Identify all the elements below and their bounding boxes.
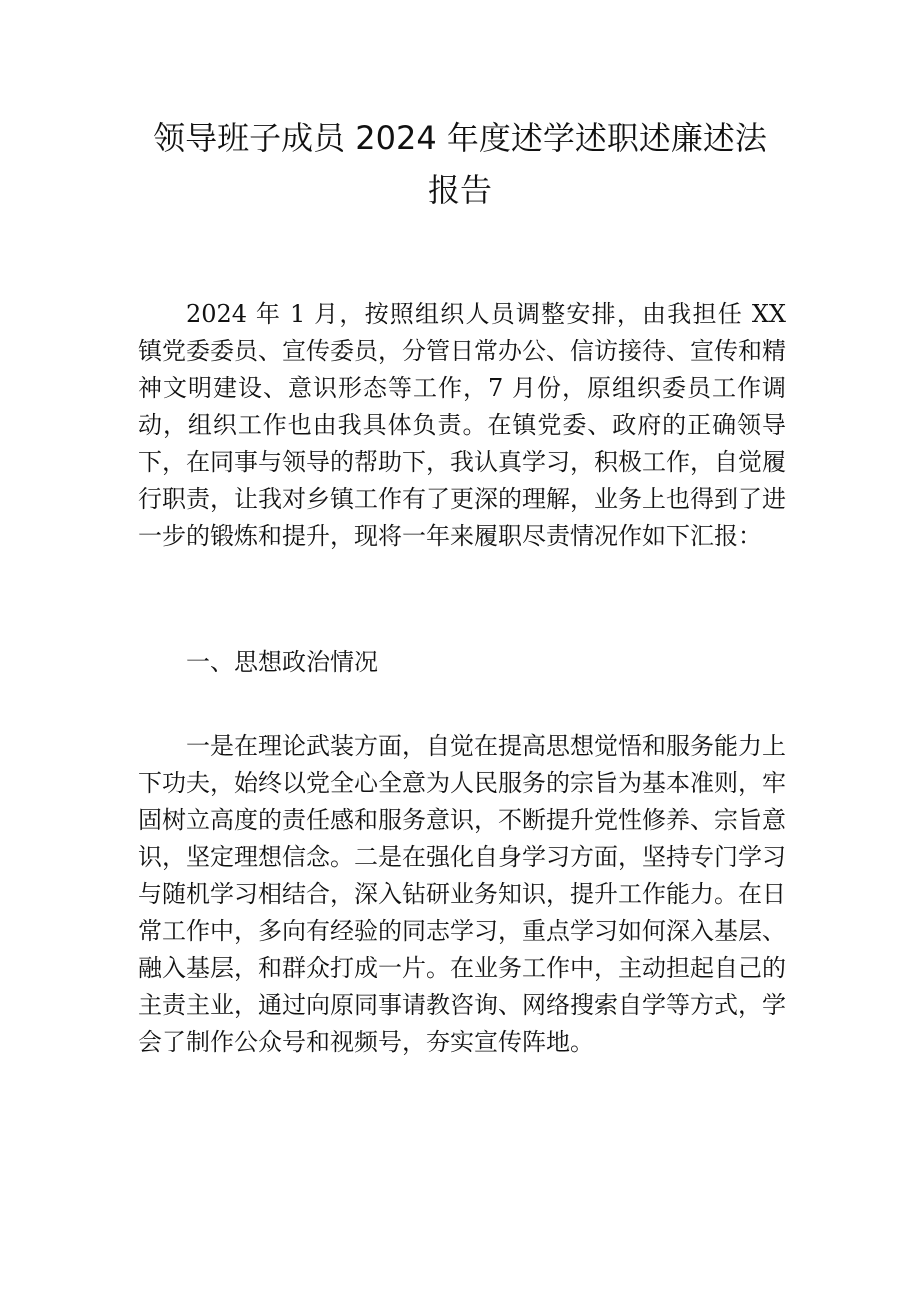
body-paragraph-2: 一是在理论武装方面，自觉在提高思想觉悟和服务能力上下功夫，始终以党全心全意为人民服务的宗旨为基本准则，牢固树立高度的责任感和服务意识，不断提升党性修养、宗旨意识，坚定理想信念。二是在强化自身学习方面，坚持专门学习与随机学习相结合，深入钻研业务知识，提升工作能力。在日常工作中，多向有经验的同志学习，重点学习如何深入基层、融入基层，和群众打成一片。在业务工作中，主动担起自己的主责主业，通过向原同事请教咨询、网络搜索自学等方式，学会了制作公众号和视频号，夯实宣传阵地。 [138,732,786,1056]
title-line-2: 报告 [427,171,492,209]
title-line-1: 领导班子成员 2024 年度述学述职述廉述法 [153,119,767,157]
document-title [100,112,820,216]
body-paragraph-1: 2024 年 1 月，按照组织人员调整安排，由我担任 XX 镇党委委员、宣传委员，分管日常办公、信访接待、宣传和精神文明建设、意识形态等工作，7 月份，原组织委员工作调动，组织工作也由我具体负责。在镇党委、政府的正确领导下，在同事与领导的帮助下，我认真学习，积极工作，自觉履行职责，让我对乡镇工作有了更深的理解，业务上也得到了进一步的锻炼和提升，现将一年来履职尽责情况作如下汇报： [138,300,786,550]
section-heading-1: 一、思想政治情况 [186,648,378,676]
